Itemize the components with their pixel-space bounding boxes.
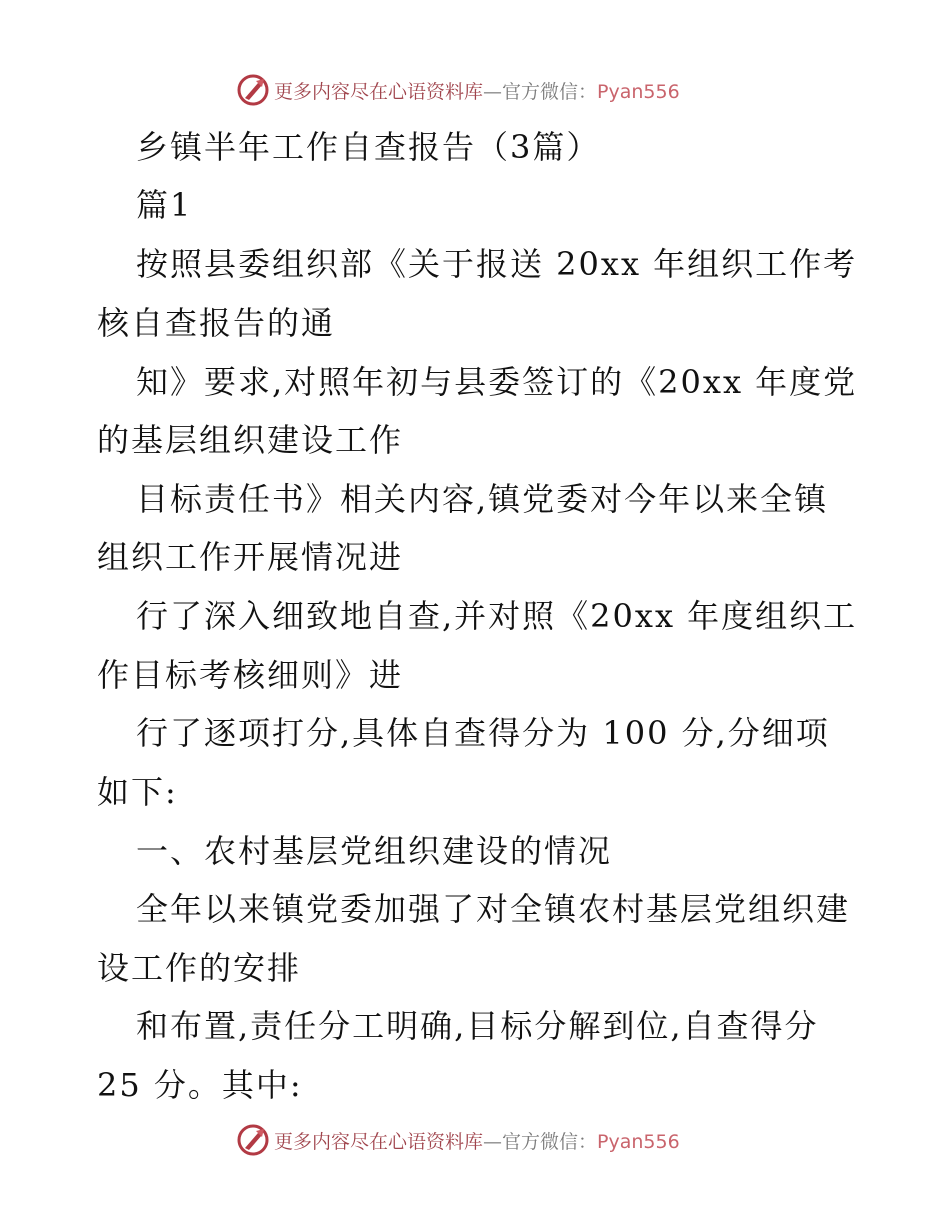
- paragraph-line: 按照县委组织部《关于报送 20xx 年组织工作考: [136, 245, 858, 283]
- paragraph-line: 如下:: [97, 773, 178, 811]
- paragraph-line: 核自查报告的通: [97, 304, 336, 342]
- paragraph-line: 全年以来镇党委加强了对全镇农村基层党组织建: [136, 890, 851, 928]
- quill-emblem-icon: [236, 73, 270, 107]
- document-title: 乡镇半年工作自查报告（3篇）: [136, 128, 601, 166]
- section-heading: 一、农村基层党组织建设的情况: [136, 832, 613, 870]
- paragraph-line: 25 分。其中:: [97, 1066, 303, 1104]
- paragraph-line: 作目标考核细则》进: [97, 656, 404, 694]
- paragraph-line: 的基层组织建设工作: [97, 421, 404, 459]
- paragraph-line: 行了逐项打分,具体自查得分为 100 分,分细项: [136, 714, 830, 752]
- header-watermark: [236, 72, 680, 108]
- watermark-separator: —: [483, 80, 503, 103]
- watermark-wechat-label: 官方微信：: [502, 1130, 598, 1153]
- footer-watermark: [236, 1122, 680, 1158]
- watermark-wechat-label: 官方微信：: [502, 80, 598, 103]
- paragraph-line: 目标责任书》相关内容,镇党委对今年以来全镇: [136, 480, 829, 518]
- watermark-separator: —: [483, 1130, 503, 1153]
- watermark-wechat-id: Pyan556: [597, 1130, 680, 1153]
- watermark-wechat-id: Pyan556: [597, 80, 680, 103]
- paragraph-line: 设工作的安排: [97, 949, 302, 987]
- watermark-site-text: 更多内容尽在心语资料库: [274, 1130, 484, 1153]
- paragraph-line: 组织工作开展情况进: [97, 538, 404, 576]
- paragraph-line: 和布置,责任分工明确,目标分解到位,自查得分: [136, 1007, 819, 1045]
- quill-emblem-icon: [236, 1123, 270, 1157]
- paragraph-line: 知》要求,对照年初与县委签订的《20xx 年度党: [136, 363, 858, 401]
- watermark-text: [274, 77, 680, 104]
- part-heading: 篇1: [136, 186, 193, 224]
- watermark-text: [274, 1127, 680, 1154]
- paragraph-line: 行了深入细致地自查,并对照《20xx 年度组织工: [136, 597, 858, 635]
- watermark-site-text: 更多内容尽在心语资料库: [274, 80, 484, 103]
